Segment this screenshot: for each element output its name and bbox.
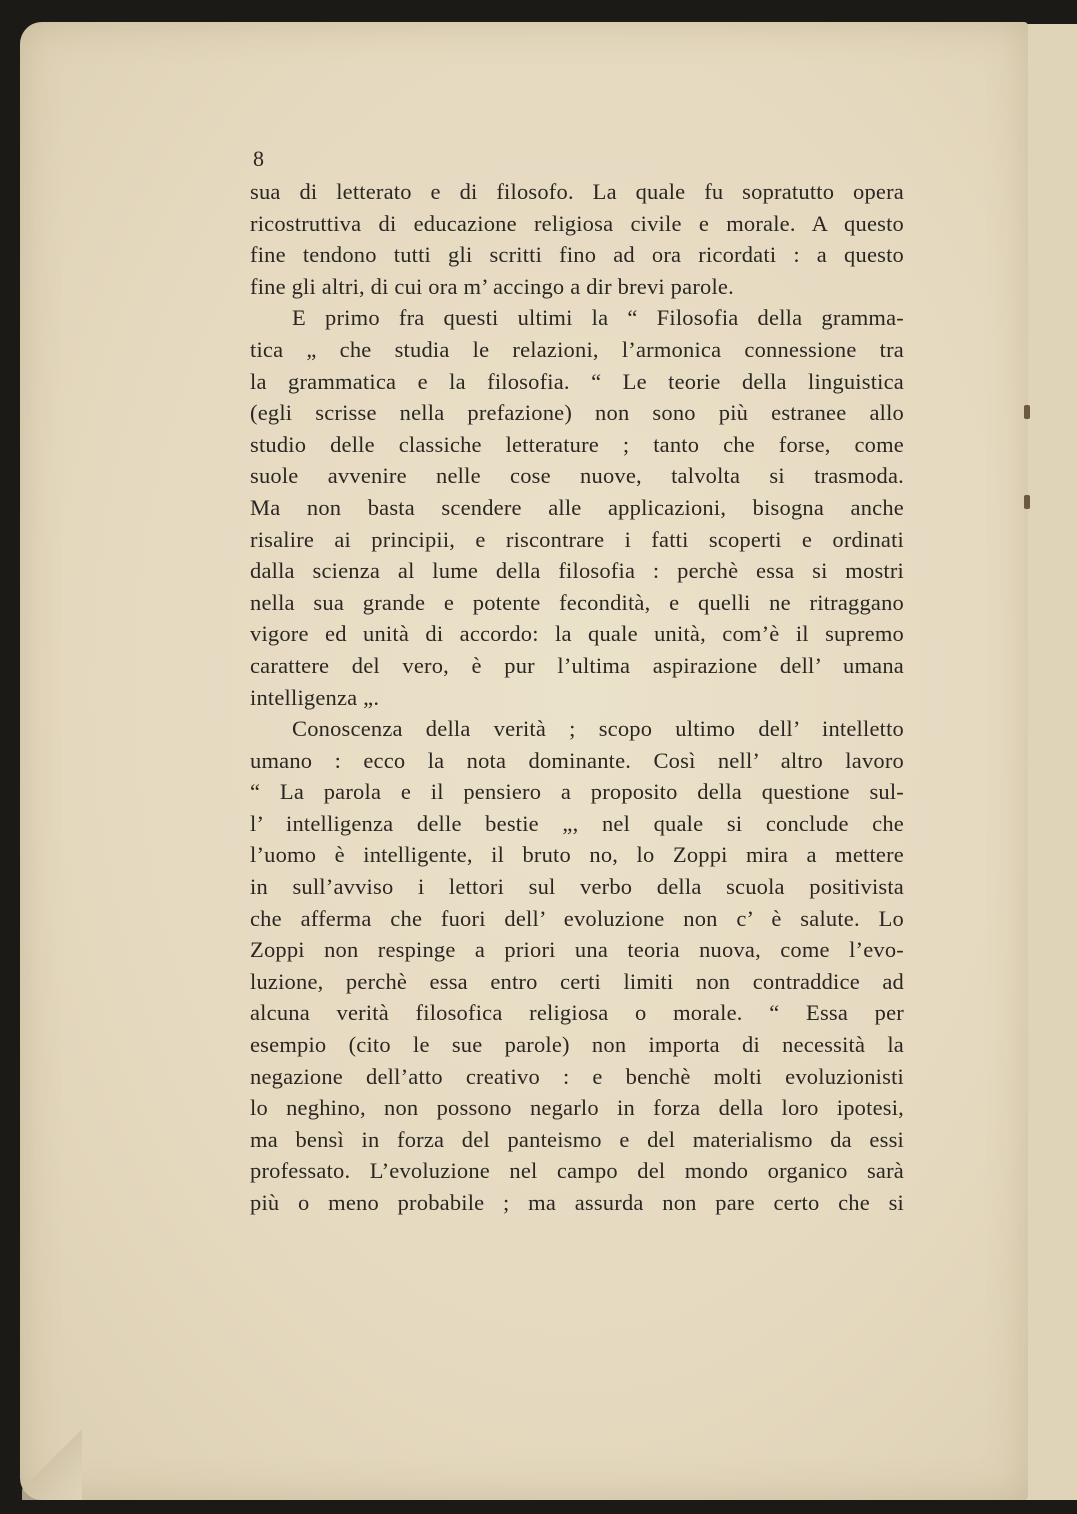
text-line: sua di letterato e di filosofo. La quale fu sopratutto opera [250, 179, 904, 204]
text-line: carattere del vero, è pur l’ultima aspirazione dell’ umana [250, 652, 904, 678]
text-line: in sull’avviso i lettori sul verbo della scuola positivista [250, 874, 904, 900]
text-line: lo neghino, non possono negarlo in forza della loro ipotesi, [250, 1095, 904, 1121]
text-line: risalire ai principii, e riscontrare i fatti scoperti e ordinati [250, 526, 904, 552]
text-line: fine gli altri, di cui ora m’ accingo a dir brevi parole. [250, 273, 734, 299]
text-line: Conoscenza della verità ; scopo ultimo dell’ intelletto [292, 716, 904, 742]
text-line: E primo fra questi ultimi la “ Filosofia della gramma- [292, 305, 904, 331]
text-line: più o meno probabile ; ma assurda non pare certo che si [250, 1190, 904, 1215]
text-line: ma bensì in forza del panteismo e del materialismo da essi [250, 1126, 904, 1152]
page-edge-mark [1024, 495, 1030, 509]
text-line: studio delle classiche letterature ; tanto che forse, come [250, 431, 904, 457]
text-line: l’uomo è intelligente, il bruto no, lo Zoppi mira a mettere [250, 842, 904, 868]
page-edge-mark [1024, 405, 1030, 419]
text-line: che afferma che fuori dell’ evoluzione non c’ è salute. Lo [250, 905, 904, 931]
text-line: luzione, perchè essa entro certi limiti non contraddice ad [250, 968, 904, 994]
text-line: la grammatica e la filosofia. “ Le teorie della linguistica [250, 368, 904, 394]
text-line: Ma non basta scendere alle applicazioni, bisogna anche [250, 494, 904, 520]
text-line: nella sua grande e potente fecondità, e quelli ne ritraggano [250, 589, 904, 615]
text-line: vigore ed unità di accordo: la quale unità, com’è il supremo [250, 621, 904, 647]
text-line: intelligenza „. [250, 684, 380, 710]
next-page-edge [1024, 24, 1077, 1500]
text-line: professato. L’evoluzione nel campo del mondo organico sarà [250, 1158, 904, 1184]
text-line: ricostruttiva di educazione religiosa civile e morale. A questo [250, 210, 904, 236]
text-line: negazione dell’atto creativo : e benchè molti evoluzionisti [250, 1063, 904, 1089]
text-line: fine tendono tutti gli scritti fino ad ora ricordati : a questo [250, 242, 904, 268]
text-line: “ La parola e il pensiero a proposito della questione sul- [250, 779, 904, 805]
text-line: suole avvenire nelle cose nuove, talvolta si trasmoda. [250, 463, 904, 489]
text-line: tica „ che studia le relazioni, l’armonica connessione tra [250, 336, 904, 362]
body-text [250, 176, 904, 1219]
text-line: umano : ecco la nota dominante. Così nell’ altro lavoro [250, 747, 904, 773]
text-line: l’ intelligenza delle bestie „, nel quale si conclude che [250, 810, 904, 836]
text-line: (egli scrisse nella prefazione) non sono più estranee allo [250, 400, 904, 426]
text-line: alcuna verità filosofica religiosa o morale. “ Essa per [250, 1000, 904, 1026]
text-line: Zoppi non respinge a priori una teoria nuova, come l’evo- [250, 937, 904, 963]
text-line: dalla scienza al lume della filosofia : perchè essa si mostri [250, 558, 904, 584]
page-corner-curl [22, 1430, 82, 1500]
text-line: esempio (cito le sue parole) non importa di necessità la [250, 1032, 904, 1058]
page-number: 8 [253, 146, 264, 171]
